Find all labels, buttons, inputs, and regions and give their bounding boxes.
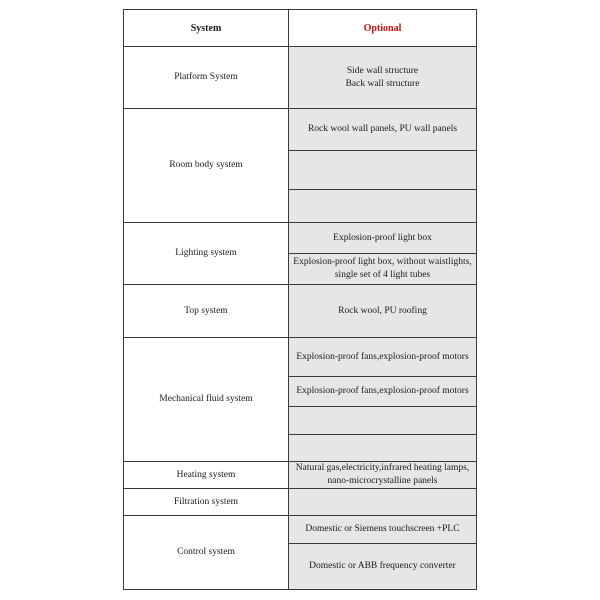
option-mechanical-fluid-2: Explosion-proof fans,explosion-proof motors xyxy=(288,376,477,407)
system-platform: Platform System xyxy=(123,46,289,109)
system-top: Top system xyxy=(123,284,289,338)
option-control-1: Domestic or Siemens touchscreen +PLC xyxy=(288,515,477,544)
option-heating-1: Natural gas,electricity,infrared heating lamps, nano-microcrystalline panels xyxy=(288,461,477,489)
option-mechanical-fluid-1: Explosion-proof fans,explosion-proof motors xyxy=(288,337,477,377)
option-lighting-2: Explosion-proof light box, without waistlights, single set of 4 light tubes xyxy=(288,253,477,285)
system-mechanical-fluid: Mechanical fluid system xyxy=(123,337,289,462)
option-control-2: Domestic or ABB frequency converter xyxy=(288,543,477,590)
option-room-body-2 xyxy=(288,150,477,190)
system-lighting: Lighting system xyxy=(123,222,289,285)
system-filtration: Filtration system xyxy=(123,488,289,516)
header-optional: Optional xyxy=(288,9,477,47)
option-lighting-1: Explosion-proof light box xyxy=(288,222,477,254)
system-heating: Heating system xyxy=(123,461,289,489)
option-platform-1: Side wall structure Back wall structure xyxy=(288,46,477,109)
option-room-body-1: Rock wool wall panels, PU wall panels xyxy=(288,108,477,151)
header-system: System xyxy=(123,9,289,47)
system-control: Control system xyxy=(123,515,289,590)
option-mechanical-fluid-3 xyxy=(288,406,477,435)
option-filtration-1 xyxy=(288,488,477,516)
option-top-1: Rock wool, PU roofing xyxy=(288,284,477,338)
specification-table xyxy=(123,9,477,590)
option-room-body-3 xyxy=(288,189,477,223)
option-mechanical-fluid-4 xyxy=(288,434,477,462)
system-room-body: Room body system xyxy=(123,108,289,223)
